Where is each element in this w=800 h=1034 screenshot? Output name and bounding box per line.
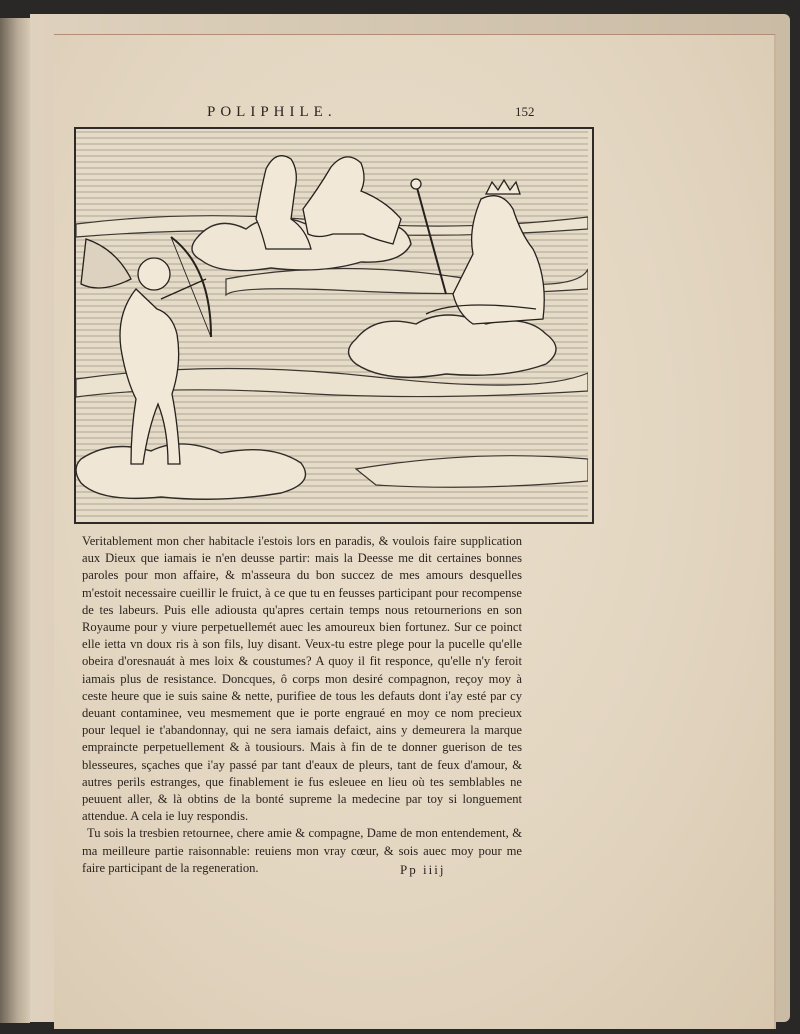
running-title: POLIPHILE. bbox=[207, 104, 337, 120]
woodcut-drawing bbox=[76, 129, 588, 518]
paragraph: Veritablement mon cher habitacle i'estois lors en paradis, & voulois faire supplication aux Dieux que iamais ie n'en deusse partir: mais la Deesse me dit certaines bonnes paroles pour mon affaire, & m'asseura du bon succez de mes amours desquelles m'estoit necessaire cueillir le fruict, à ce que tu en feusses participant pour recompense de tes labeurs. Puis elle adiousta qu'apres certain temps nous retournerions en son Royaume pour y viure perpetuellemét auec les amoureux bien fortunez. Sur ce poinct elle ietta vn doux ris à son fils, luy disant. Veux-tu estre plege pour la pucelle qu'elle obeira d'oresnauát à mes loix & coustumes? A quoy il fit responce, qu'elle n'y feroit iamais plus de resistance. Doncques, ô corps mon desiré compagnon, reçoy moy à ceste heure que ie suis saine & nette, purifiee de tous les defauts dont i'ay esté par cy deuant contaminee, veu mesmement que ie porte engraué en moy ce nom precieux pour lequel ie t'abandonnay, qui ne sera iamais defaict, ains y demeurera la marque empraincte perpetuellement & à tousiours. Mais à fin de te donner guerison de tes blesseures, sçaches que i'ay passé par tant d'eaux de pleurs, tant de feux d'amour, & autres perils estranges, que finablement ie fus esleuee en lieu où tes semblables ne peuuent aller, & là obtins de la bonté supreme la medecine par toy si longuement attendue. A cela ie luy respondis. bbox=[82, 534, 522, 824]
running-header bbox=[0, 104, 800, 128]
woodcut-illustration bbox=[74, 127, 594, 524]
signature-mark: Pp iiij bbox=[400, 862, 446, 877]
paragraph: Tu sois la tresbien retournee, chere amie & compagne, Dame de mon entendement, & ma meilleure partie raisonnable: reuiens mon vray cœur, & sois auec moy pour me faire participant de la regeneration. bbox=[82, 826, 522, 875]
body-text bbox=[82, 533, 522, 877]
facing-page-edge bbox=[0, 18, 30, 1023]
page-number: 152 bbox=[515, 104, 535, 119]
